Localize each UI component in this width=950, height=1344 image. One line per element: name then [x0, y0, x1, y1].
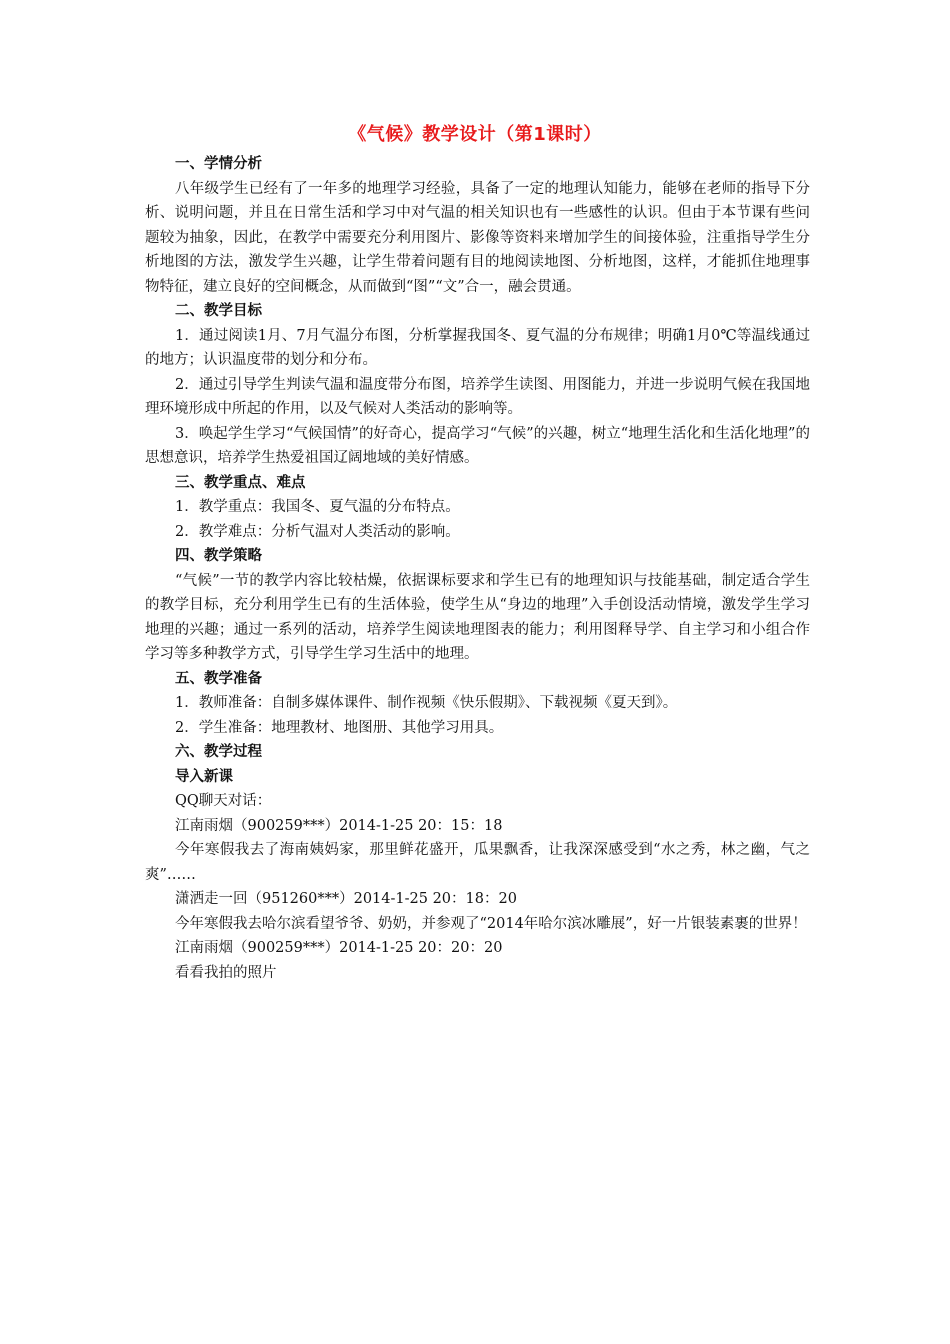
- chat-message-text: 今年寒假我去哈尔滨看望爷爷、奶奶，并参观了“2014年哈尔滨冰雕展”，好一片银装素裹的世界！: [175, 915, 807, 932]
- section-heading-teaching-process: 六、教学过程: [175, 744, 262, 760]
- teaching-goal-2: 2．通过引导学生判读气温和温度带分布图，培养学生读图、用图能力，并进一步说明气候在我国地理环境形成中所起的作用，以及气候对人类活动的影响等。: [145, 376, 810, 417]
- section-heading-teaching-preparation: 五、教学准备: [175, 670, 262, 687]
- chat-title: QQ聊天对话：: [175, 793, 272, 809]
- chat-message-text: 今年寒假我去了海南姨妈家，那里鲜花盛开，瓜果飘香，让我深深感受到“水之秀，林之幽，气之爽”……: [145, 842, 810, 883]
- preparation-teacher: 1．教师准备：自制多媒体课件、制作视频《快乐假期》、下载视频《夏天到》。: [175, 695, 678, 711]
- document-title: 《气候》教学设计（第1课时）: [348, 124, 602, 145]
- teaching-goal-1: 1．通过阅读1月、7月气温分布图，分析掌握我国冬、夏气温的分布规律；明确1月0℃等温线通过的地方；认识温度带的划分和分布。: [145, 327, 810, 368]
- document-body: [145, 152, 810, 985]
- subheading-introduction: 导入新课: [175, 768, 233, 785]
- section-heading-learner-analysis: 一、学情分析: [175, 156, 262, 172]
- chat-message-header: 潇洒走一回（951260***）2014-1-25 20：18：20: [175, 891, 517, 907]
- teaching-strategy-paragraph: “气候”一节的教学内容比较枯燥，依据课标要求和学生已有的地理知识与技能基础，制定适合学生的教学目标，充分利用学生已有的生活体验，使学生从“身边的地理”入手创设活动情境，激发学生学习地理的兴趣；通过一系列的活动，培养学生阅读地理图表的能力；利用图释导学、自主学习和小组合作学习等多种教学方式，引导学生学习生活中的地理。: [145, 572, 810, 662]
- learner-analysis-paragraph: 八年级学生已经有了一年多的地理学习经验，具备了一定的地理认知能力，能够在老师的指导下分析、说明问题，并且在日常生活和学习中对气温的相关知识也有一些感性的认识。但由于本节课有些问题较为抽象，因此，在教学中需要充分利用图片、影像等资料来增加学生的间接体验，注重指导学生分析地图的方法，激发学生兴趣，让学生带着问题有目的地阅读地图、分析地图，这样，才能抓住地理事物特征，建立良好的空间概念，从而做到“图”“文”合一，融会贯通。: [145, 180, 810, 295]
- key-point-2: 2．教学难点：分析气温对人类活动的影响。: [175, 523, 460, 540]
- section-heading-teaching-strategy: 四、教学策略: [175, 548, 262, 564]
- teaching-goal-3: 3．唤起学生学习“气候国情”的好奇心，提高学习“气候”的兴趣，树立“地理生活化和生活化地理”的思想意识，培养学生热爱祖国辽阔地域的美好情感。: [145, 425, 810, 466]
- preparation-student: 2．学生准备：地理教材、地图册、其他学习用具。: [175, 719, 504, 736]
- chat-message-header: 江南雨烟（900259***）2014-1-25 20：15：18: [175, 817, 503, 834]
- section-heading-key-points: 三、教学重点、难点: [175, 474, 306, 491]
- chat-message-text: 看看我拍的照片: [175, 964, 277, 981]
- section-heading-teaching-goals: 二、教学目标: [175, 303, 262, 319]
- chat-message-header: 江南雨烟（900259***）2014-1-25 20：20：20: [175, 940, 503, 956]
- key-point-1: 1．教学重点：我国冬、夏气温的分布特点。: [175, 499, 460, 515]
